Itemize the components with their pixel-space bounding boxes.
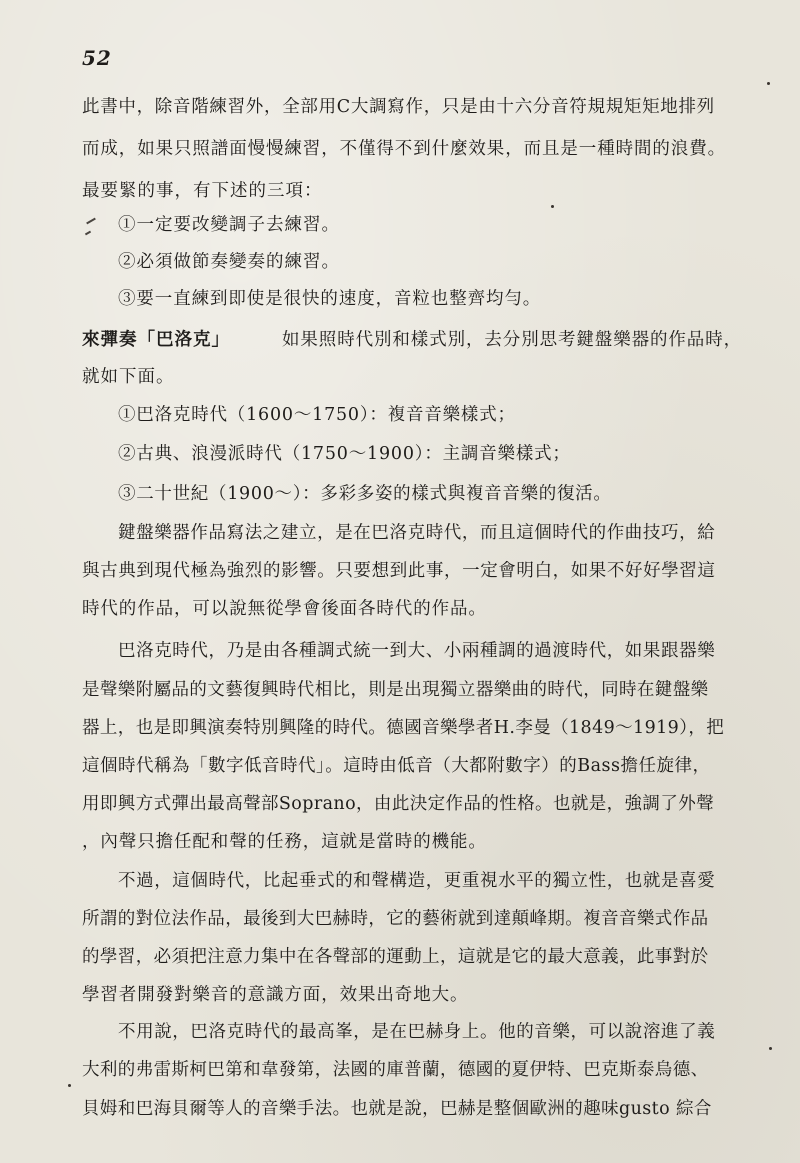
text-line: 所謂的對位法作品，最後到大巴赫時，它的藝術就到達顛峰期。複音音樂式作品 xyxy=(82,909,709,929)
scan-speck xyxy=(68,1084,71,1087)
text-line: 是聲樂附屬品的文藝復興時代相比，則是出現獨立器樂曲的時代，同時在鍵盤樂 xyxy=(82,680,709,700)
text-line: 最要緊的事，有下述的三項： xyxy=(82,181,323,201)
text-line: 鍵盤樂器作品寫法之建立，是在巴洛克時代，而且這個時代的作曲技巧，給 xyxy=(118,523,716,543)
scan-speck xyxy=(767,82,770,85)
scan-scratch xyxy=(86,218,96,225)
text-line: 巴洛克時代，乃是由各種調式統一到大、小兩種調的過渡時代，如果跟器樂 xyxy=(118,641,716,661)
text-line: 的學習，必須把注意力集中在各聲部的運動上，這就是它的最大意義，此事對於 xyxy=(82,947,709,967)
text-line: 器上，也是即興演奏特別興隆的時代。德國音樂學者H.李曼（1849～1919），把 xyxy=(82,718,725,738)
list-item: ①一定要改變調子去練習。 xyxy=(118,215,340,235)
section-heading: 來彈奏「巴洛克」 xyxy=(82,330,230,350)
text-line: 而成，如果只照譜面慢慢練習，不僅得不到什麼效果，而且是一種時間的浪費。 xyxy=(82,139,726,159)
text-line: 時代的作品，可以說無從學會後面各時代的作品。 xyxy=(82,599,487,619)
text-line: 不過，這個時代，比起垂式的和聲構造，更重視水平的獨立性，也就是喜愛 xyxy=(118,871,716,891)
list-item: ②必須做節奏變奏的練習。 xyxy=(118,252,340,272)
text-line: 貝姆和巴海貝爾等人的音樂手法。也就是說，巴赫是整個歐洲的趣味gusto 綜合 xyxy=(82,1099,712,1119)
list-item: ①巴洛克時代（1600～1750）：複音音樂樣式； xyxy=(118,405,516,425)
scan-speck xyxy=(769,1047,772,1050)
list-item: ③要一直練到即使是很快的速度，音粒也整齊均勻。 xyxy=(118,289,542,309)
scan-scratch xyxy=(85,231,91,236)
text-line: 用即興方式彈出最高聲部Soprano，由此決定作品的性格。也就是，強調了外聲 xyxy=(82,794,715,814)
text-line: 就如下面。 xyxy=(82,367,175,387)
text-line: 不用說，巴洛克時代的最高峯，是在巴赫身上。他的音樂，可以說溶進了義 xyxy=(118,1022,716,1042)
text-line: 學習者開發對樂音的意識方面，效果出奇地大。 xyxy=(82,985,469,1005)
text-line: 這個時代稱為「數字低音時代」。這時由低音（大都附數字）的Bass擔任旋律， xyxy=(82,756,711,776)
text-line: 大利的弗雷斯柯巴第和韋發第，法國的庫普蘭，德國的夏伊特、巴克斯泰烏德、 xyxy=(82,1060,709,1080)
text-line: 此書中，除音階練習外，全部用C大調寫作，只是由十六分音符規規矩矩地排列 xyxy=(82,97,715,117)
list-item: ③二十世紀（1900～）：多彩多姿的樣式與複音音樂的復活。 xyxy=(118,484,612,504)
list-item: ②古典、浪漫派時代（1750～1900）：主調音樂樣式； xyxy=(118,444,571,464)
scan-speck xyxy=(551,205,554,208)
text-line: ，內聲只擔任配和聲的任務，這就是當時的機能。 xyxy=(82,832,487,852)
text-line: 與古典到現代極為強烈的影響。只要想到此事，一定會明白，如果不好好學習這 xyxy=(82,561,716,581)
text-line: 如果照時代別和樣式別，去分別思考鍵盤樂器的作品時， xyxy=(282,330,742,350)
page-number: 52 xyxy=(82,46,112,70)
